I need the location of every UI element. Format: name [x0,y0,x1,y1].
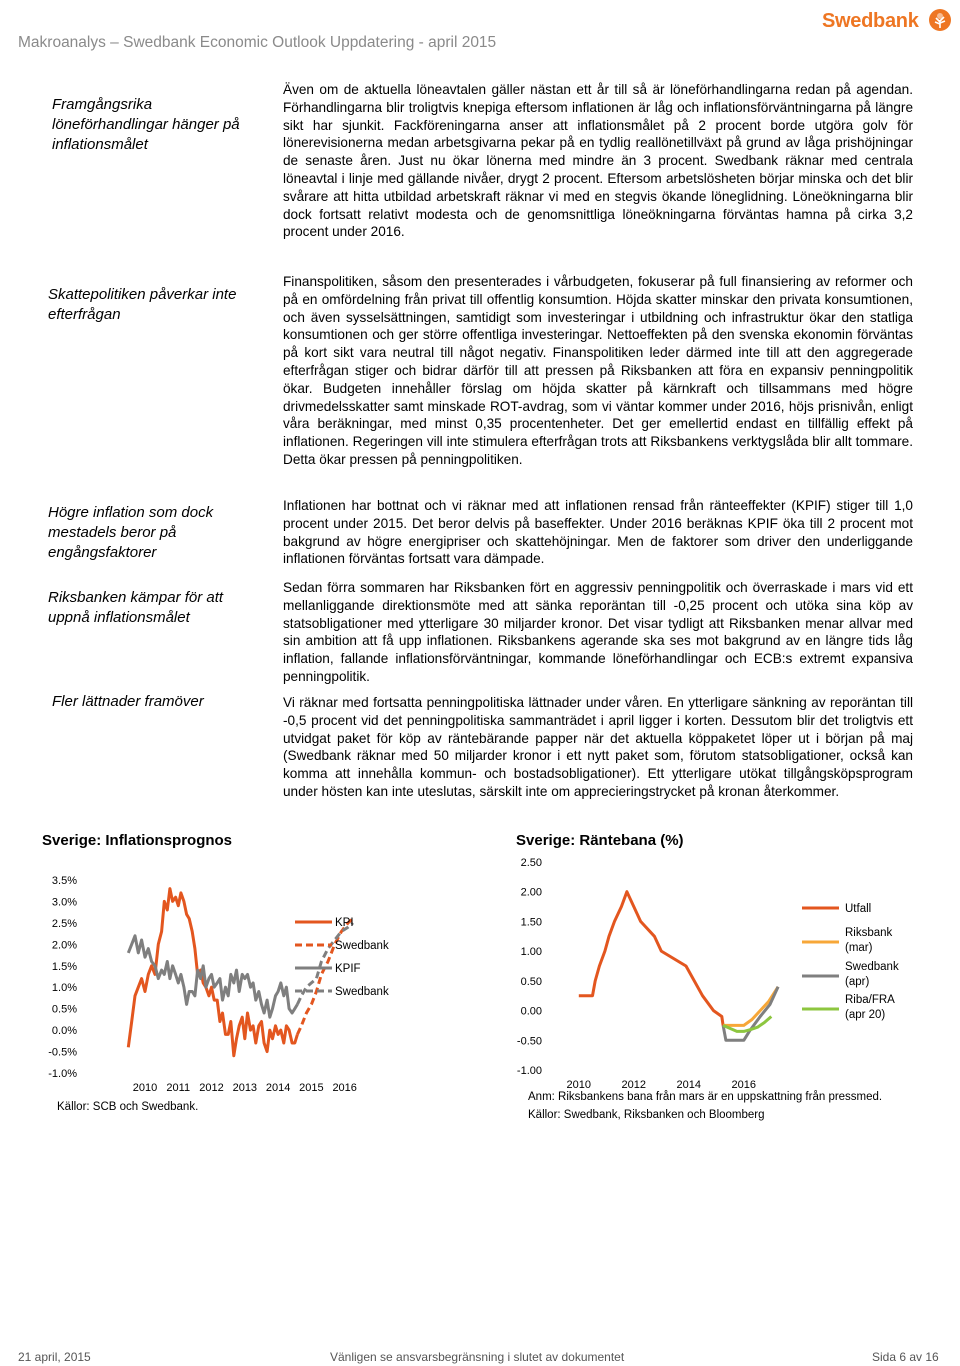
y-tick-label: -0.50 [516,1035,542,1048]
chart2-note: Anm: Riksbankens bana från mars är en uppskattning från pressmed. [528,1091,883,1103]
paragraph-text: Finanspolitiken, såsom den presenterades i vårbudgeten, fokuserar på full finansiering av reformer och på en omfördelning från privat till offentlig konsumtion. Höjda skatter minskar den privata konsumtionen, och även sysselsättningen, samtidigt som investeringar i utbildning och infrastruktur ökar den statliga konsumtionen och ger större offentliga investeringar. Nettoeffekten på den svenska ekonomin förväntas på kort sikt vara neutral till något negativ. Finanspolitiken leder därmed inte till att den aggregerade efterfrågan stiger och bidrar därför till att pressen på Riksbanken att föra en expansiv penningpolitik ökar. Budgeten innehåller förslag om höjda skatter på kärnkraft och tillsammans med högre drivmedelsskatter samt minskade ROT-avdrag, som vi väntar kommer under 2016, höjs prisnivån, enligt våra beräkningar, med minst 0,35 procentenheter. Det ger emellertid endast en tillfällig effekt på inflationen. Regeringen vill inte stimulera efterfrågan trots att Riksbankens verktygslåda blir allt tommare. Detta ökar pressen på penningpolitiken. [283,274,913,467]
legend-label: Riba/FRA [845,994,895,1006]
legend-label: Swedbank [845,961,899,973]
legend-label: KPI [335,917,354,929]
series-line [128,889,297,1056]
chart2-title: Sverige: Räntebana (%) [516,832,684,849]
paragraph-fiscal [283,273,913,469]
document-header-title: Makroanalys – Swedbank Economic Outlook Uppdatering - april 2015 [18,34,497,51]
paragraph-text: Vi räknar med fortsatta penningpolitiska lättnader under våren. En ytterligare sänkning av reporäntan till -0,5 procent vid det penningpolitiska sammanträdet i april ligger i korten. Dessutom blir det troligtvis ett utvidgat paket för köp av räntebärande papper när det aktuella köppaketet löper ut i början på maj (Swedbank räknar med 50 miljarder kronor i ett nytt paket som, förutom statsobligationer, också kan komma att innehålla kommun- och bostadsobligationer). Ett ytterligare utökat tillgångsköpsprogram under hösten kan inte uteslutas, särskilt inte om apprecieringstrycket på kronan återkommer. [283,695,913,799]
y-tick-label: -1.00 [516,1065,542,1077]
legend-label: KPIF [335,963,361,975]
y-tick-label: 2.5% [51,917,77,930]
paragraph-wages [283,81,913,241]
y-tick-label: 2.0% [51,939,77,952]
y-tick-label: 1.5% [51,960,77,973]
y-tick-label: 2.00 [520,886,542,899]
x-tick-label: 2012 [199,1082,224,1094]
series-line [723,987,778,1041]
y-tick-label: 3.5% [51,875,77,887]
sidenote-higher-inflation: Högre inflation som dock mestadels beror på engångsfaktorer [48,504,214,561]
y-tick-label: -1.0% [48,1068,77,1080]
chart1-title: Sverige: Inflationsprognos [42,832,233,849]
chart1-source: Källor: SCB och Swedbank. [57,1101,199,1113]
x-tick-label: 2010 [132,1082,158,1094]
footer-disclaimer: Vänligen se ansvarsbegränsning i slutet av dokumentet [330,1350,625,1364]
footer-page-number: Sida 6 av 16 [872,1350,939,1364]
y-tick-label: 0.5% [51,1003,77,1016]
legend-label: Swedbank [335,986,389,998]
x-tick-label: 2015 [299,1082,324,1094]
x-tick-label: 2012 [621,1079,646,1091]
paragraph-text: Även om de aktuella löneavtalen gäller nästan ett år till så är löneförhandlingarna redan på agendan. Förhandlingarna blir troligtvis knepiga eftersom inflationen är låg och inflationsförväntningarna på längre sikt har sjunkit. Fackföreningarna anser att inflationsmålet på 2 procent borde utgöra golv för lönerevisionerna medan arbetsgivarna pekar på en tydlig reallönetillväxt på grund av låga prishöjningar de senaste åren. Just nu ökar lönerna med mindre än 3 procent. Swedbank räknar med centrala löneavtal i linje med gällande nivåer, drygt 2 procent. Eftersom arbetslösheten börjar minska och det blir svårare att hitta utbildad arbetskraft räknar vi med en stegvis ökande löneglidning. Löneökningarna blir dock fortsatt relativt modesta och de genomsnittliga löneökningarna förväntas hamna på cirka 3,2 procent under 2016. [283,82,913,240]
legend-label: Swedbank [335,940,389,952]
x-tick-label: 2010 [566,1079,591,1091]
y-tick-label: 0.50 [520,975,542,988]
y-tick-label: -0.5% [48,1046,77,1059]
chart2-source: Källor: Swedbank, Riksbanken och Bloomberg [528,1109,765,1121]
paragraph-text: Sedan förra sommaren har Riksbanken fört en aggressiv penningpolitik och överraskade i mars vid ett mellanliggande direktionsmöte med att sänka reporäntan till -0,25 procent och utöka sina köp av statsobligationer med ytterligare 30 miljarder kronor. Det visar tydligt att Riksbanken menar allvar med sin ambition att få upp inflationen. Riksbankens agerande ska ses mot bakgrund av en längre tids låg inflation, fallande inflationsförväntningar, kommande löneförhandlingar och ECB:s extremt expansiva penningpolitik. [283,580,913,684]
paragraph-riksbank [283,579,913,686]
x-tick-label: 2011 [166,1082,191,1094]
paragraph-text: Inflationen har bottnat och vi räknar med att inflationen rensad från ränteeffekter (KPIF) stiger till 1,0 procent under 2015. Det beror delvis på baseffekter. Under 2016 beräknas KPIF öka till 2 procent mot bakgrund av högre energipriser och skattehöjningar. Men de faktorer som driver den underliggande inflationen förväntas fortsatt vara dämpade. [283,498,913,567]
paragraph-easing [283,694,913,801]
sidenote-fiscal-policy: Skattepolitiken påverkar inte efterfrågan [48,286,237,323]
series-line [297,919,353,1035]
y-tick-label: 0.00 [520,1005,542,1018]
legend-label: (apr) [845,976,870,988]
x-tick-label: 2016 [731,1079,756,1091]
paragraph-inflation [283,497,913,568]
x-tick-label: 2014 [676,1079,701,1091]
sidenote-more-easing: Fler lättnader framöver [52,693,204,710]
x-tick-label: 2014 [265,1082,291,1094]
swedbank-logo [822,8,952,36]
y-tick-label: 1.0% [51,982,77,995]
y-tick-label: 1.50 [520,916,542,929]
sidenote-wage-negotiations: Framgångsrika löneförhandlingar hänger på inflationsmålet [52,96,240,153]
y-tick-label: 3.0% [51,896,77,909]
y-tick-label: 1.00 [520,946,542,959]
inflation-chart [40,850,480,1100]
interest-rate-chart [505,850,925,1095]
legend-label: (apr 20) [845,1009,886,1021]
series-line [579,892,723,1026]
series-line [128,936,297,1017]
legend-label: (mar) [845,942,873,954]
oak-tree-icon [928,8,952,32]
legend-label: Riksbank [845,927,893,939]
y-tick-label: 0.0% [51,1025,77,1038]
sidenote-riksbank: Riksbanken kämpar för att uppnå inflationsmålet [48,589,224,626]
footer-date: 21 april, 2015 [18,1350,91,1364]
y-tick-label: 2.50 [520,857,542,869]
legend-label: Utfall [845,903,872,915]
x-tick-label: 2013 [232,1082,258,1094]
x-tick-label: 2016 [332,1082,357,1094]
logo-text: Swedbank [822,10,919,32]
